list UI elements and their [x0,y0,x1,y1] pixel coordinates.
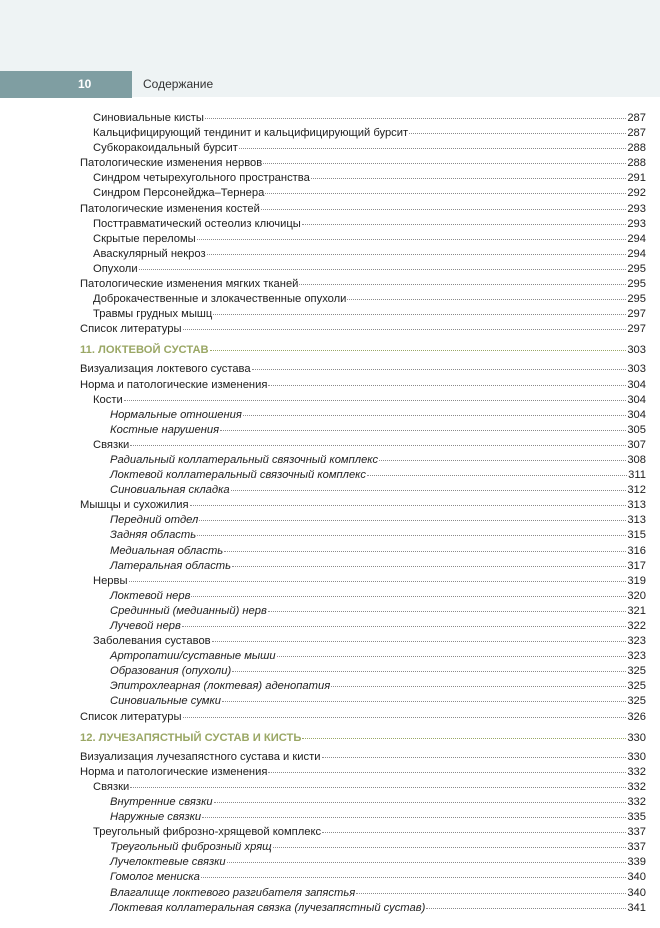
toc-entry-title: Треугольный фиброзно-хрящевой комплекс [93,826,322,839]
toc-entry-page: 339 [627,856,646,869]
toc-entry[interactable] [80,604,646,619]
dot-leader [182,626,626,627]
toc-entry-page: 303 [627,344,646,357]
toc-entry-title: Костные нарушения [110,423,220,436]
toc-entry[interactable] [80,870,646,885]
toc-entry-page: 326 [627,710,646,723]
toc-entry[interactable] [80,528,646,543]
dot-leader [210,350,627,351]
toc-entry[interactable] [80,468,646,483]
toc-entry-title: Синовиальная складка [110,484,230,497]
toc-entry[interactable] [80,307,646,322]
toc-entry[interactable] [80,710,646,725]
toc-entry[interactable] [80,322,646,337]
toc-entry[interactable] [80,453,646,468]
toc-entry-page: 335 [627,811,646,824]
dot-leader [222,701,626,702]
toc-entry[interactable] [80,886,646,901]
toc-entry-title: Патологические изменения костей [80,202,260,215]
toc-entry-page: 317 [627,559,646,572]
toc-entry[interactable] [80,247,646,262]
toc-entry-title: Передний отдел [110,514,199,527]
toc-entry-page: 288 [627,157,646,170]
toc-entry-title: Скрытые переломы [93,232,196,245]
toc-entry-page: 341 [627,901,646,914]
toc-entry-page: 295 [627,262,646,275]
toc-entry-page: 292 [627,187,646,200]
toc-entry-page: 311 [628,469,646,482]
dot-leader [302,738,626,739]
toc-entry[interactable] [80,619,646,634]
toc-entry-page: 313 [627,499,646,512]
dot-leader [202,817,626,818]
dot-leader [331,686,626,687]
toc-entry[interactable] [80,810,646,825]
toc-entry-title: Доброкачественные и злокачественные опухоли [93,293,347,306]
toc-entry[interactable] [80,679,646,694]
toc-entry-title: Субкоракоидальный бурсит [93,142,238,155]
toc-entry[interactable] [80,574,646,589]
toc-entry[interactable] [80,362,646,377]
toc-entry-page: 321 [627,604,646,617]
toc-entry[interactable] [80,901,646,916]
dot-leader [426,908,626,909]
toc-entry[interactable] [80,393,646,408]
toc-entry-page: 297 [627,323,646,336]
toc-entry-page: 340 [627,886,646,899]
toc-entry-title: Визуализация лучезапястного сустава и кисти [80,750,321,763]
toc-entry-page: 316 [627,544,646,557]
toc-entry-page: 337 [627,826,646,839]
toc-entry-title: Медиальная область [110,544,224,557]
toc-entry-title: Синдром четырехугольного пространства [93,172,310,185]
toc-entry[interactable] [80,825,646,840]
dot-leader [190,505,627,506]
toc-entry[interactable] [80,232,646,247]
toc-entry[interactable] [80,423,646,438]
toc-entry[interactable] [80,513,646,528]
dot-leader [197,239,627,240]
toc-entry-page: 330 [627,750,646,763]
toc-entry-page: 323 [627,650,646,663]
toc-entry-page: 287 [627,112,646,124]
toc-entry-title: Опухоли [93,262,138,275]
dot-leader [268,385,626,386]
toc-entry-page: 291 [627,172,646,185]
toc-entry-page: 325 [627,695,646,708]
dot-leader [207,254,627,255]
toc-entry-title: Эпитрохлеарная (локтевая) аденопатия [110,680,331,693]
toc-entry-title: Список литературы [80,710,182,723]
toc-entry-title: Лучевой нерв [110,620,181,632]
toc-entry[interactable] [80,171,646,186]
toc-entry-title: Треугольный фиброзный хрящ [110,841,272,854]
dot-leader [197,535,626,536]
toc-entry-title: Синдром Персонейджа–Тернера [93,187,265,200]
toc-entry-page: 319 [627,574,646,587]
dot-leader [183,717,627,718]
dot-leader [277,656,627,657]
toc-entry-title: Внутренние связки [110,795,213,808]
toc-entry[interactable] [80,111,646,126]
dot-leader [199,520,626,521]
dot-leader [263,163,626,164]
toc-entry-page: 288 [627,142,646,155]
toc-entry-page: 323 [627,635,646,648]
toc-entry[interactable] [80,126,646,141]
toc-entry[interactable] [80,438,646,453]
dot-leader [191,596,626,597]
toc-entry[interactable] [80,544,646,559]
dot-leader [201,877,626,878]
toc-entry[interactable] [80,408,646,423]
dot-leader [367,475,627,476]
toc-entry-page: 294 [627,232,646,245]
dot-leader [299,284,626,285]
toc-entry[interactable] [80,483,646,498]
toc-entry[interactable] [80,141,646,156]
page-number: 10 [0,71,132,98]
toc-entry-page: 312 [627,484,646,497]
toc-entry-page: 320 [627,589,646,602]
dot-leader [124,400,627,401]
toc-entry-title: Локтевая коллатеральная связка (лучезапястный сустав) [110,901,426,914]
toc-entry-page: 287 [627,127,646,140]
toc-entry-page: 325 [627,680,646,693]
toc-entry[interactable] [80,750,646,765]
toc-entry-title: Патологические изменения нервов [80,157,263,170]
toc-entry-page: 297 [627,308,646,321]
toc-entry-title: Синовиальные сумки [110,695,221,708]
toc-entry-title: Нервы [93,574,128,587]
toc-entry-title: Локтевой коллатеральный связочный комплекс [110,469,366,482]
toc-entry-page: 325 [627,665,646,678]
toc-entry-title: Патологические изменения мягких тканей [80,278,299,291]
dot-leader [379,460,626,461]
dot-leader [231,490,627,491]
dot-leader [409,133,626,134]
section-title: Содержание [143,77,214,91]
toc-entry-page: 295 [627,293,646,306]
toc-entry-page: 295 [627,278,646,291]
dot-leader [214,802,627,803]
toc-entry-title: 12. ЛУЧЕЗАПЯСТНЫЙ СУСТАВ И КИСТЬ [80,731,302,744]
toc-entry[interactable] [80,694,646,709]
dot-leader [232,566,626,567]
dot-leader [347,299,626,300]
toc-entry[interactable] [80,277,646,292]
dot-leader [227,862,627,863]
toc-entry-title: Кальцифицирующий тендинит и кальцифицирующий бурсит [93,127,409,140]
toc-entry[interactable] [80,559,646,574]
toc-entry-title: Нормальные отношения [110,408,242,421]
dot-leader [322,757,627,758]
toc-entry-title: Связки [93,780,130,793]
dot-leader [252,369,627,370]
toc-entry-page: 308 [627,453,646,466]
toc-entry-page: 313 [627,514,646,527]
toc-entry-title: Синовиальные кисты [93,112,204,124]
dot-leader [268,772,626,773]
toc-entry[interactable] [80,649,646,664]
dot-leader [220,430,626,431]
toc-entry[interactable] [80,186,646,201]
dot-leader [268,611,626,612]
toc-entry-title: Список литературы [80,323,182,336]
toc-entry[interactable] [80,589,646,604]
toc-entry-page: 304 [627,393,646,406]
toc-entry-title: Срединный (медианный) нерв [110,604,267,617]
toc-entry-title: Влагалище локтевого разгибателя запястья [110,886,356,899]
toc-entry-title: Локтевой нерв [110,589,191,602]
dot-leader [356,893,626,894]
toc-entry-page: 304 [627,408,646,421]
dot-leader [265,193,626,194]
toc-entry-page: 322 [627,620,646,632]
toc-entry-title: Радиальный коллатеральный связочный комплекс [110,453,379,466]
toc-entry[interactable] [80,765,646,780]
toc-entry[interactable] [80,634,646,649]
toc-entry-title: Заболевания суставов [93,635,211,648]
toc-entry[interactable] [80,795,646,810]
toc-entry-title: Норма и патологические изменения [80,765,268,778]
toc-entry-title: Латеральная область [110,559,232,572]
toc-entry-title: Аваскулярный некроз [93,247,206,260]
toc-entry-page: 340 [627,871,646,884]
dot-leader [322,832,626,833]
table-of-contents [80,111,646,916]
toc-entry-title: Связки [93,438,130,451]
toc-entry[interactable] [80,156,646,171]
dot-leader [239,148,626,149]
toc-entry-title: Травмы грудных мышц [93,308,213,321]
dot-leader [130,445,626,446]
toc-entry-title: Гомолог мениска [110,871,200,884]
dot-leader [129,581,627,582]
toc-entry-page: 337 [627,841,646,854]
toc-entry-title: Задняя область [110,529,197,542]
toc-entry-page: 305 [627,423,646,436]
dot-leader [224,551,626,552]
toc-entry-page: 332 [627,765,646,778]
toc-entry[interactable] [80,664,646,679]
toc-entry-title: Мышцы и сухожилия [80,499,189,512]
dot-leader [273,847,627,848]
toc-entry-title: 11. ЛОКТЕВОЙ СУСТАВ [80,344,209,357]
toc-entry-page: 303 [627,363,646,376]
dot-leader [311,178,626,179]
dot-leader [232,671,626,672]
toc-entry-page: 315 [627,529,646,542]
dot-leader [243,415,626,416]
toc-entry-page: 307 [627,438,646,451]
toc-entry[interactable] [80,262,646,277]
toc-entry[interactable] [80,217,646,232]
toc-entry[interactable] [80,498,646,513]
dot-leader [130,787,626,788]
dot-leader [261,209,626,210]
toc-entry-title: Образования (опухоли) [110,665,232,678]
dot-leader [139,269,627,270]
toc-entry[interactable] [80,292,646,307]
toc-entry[interactable] [80,378,646,393]
toc-entry-title: Артропатии/суставные мыши [110,650,276,663]
toc-entry-title: Лучелоктевые связки [110,856,226,869]
toc-entry-title: Наружные связки [110,811,202,824]
toc-entry-page: 293 [627,202,646,215]
toc-entry-page: 332 [627,795,646,808]
toc-entry[interactable] [80,780,646,795]
toc-entry-title: Посттравматический остеолиз ключицы [93,217,301,230]
toc-entry-page: 304 [627,378,646,391]
toc-entry-page: 332 [627,780,646,793]
toc-entry-title: Норма и патологические изменения [80,378,268,391]
dot-leader [213,314,626,315]
dot-leader [302,224,627,225]
toc-entry-page: 330 [627,731,646,744]
toc-entry-title: Кости [93,393,123,406]
dot-leader [183,329,627,330]
toc-entry[interactable] [80,855,646,870]
toc-entry-page: 293 [627,217,646,230]
toc-chapter-heading[interactable] [80,341,646,359]
toc-entry-page: 294 [627,247,646,260]
dot-leader [205,118,626,119]
dot-leader [212,641,627,642]
toc-entry[interactable] [80,840,646,855]
toc-entry[interactable] [80,202,646,217]
toc-chapter-heading[interactable] [80,729,646,747]
toc-entry-title: Визуализация локтевого сустава [80,363,251,376]
